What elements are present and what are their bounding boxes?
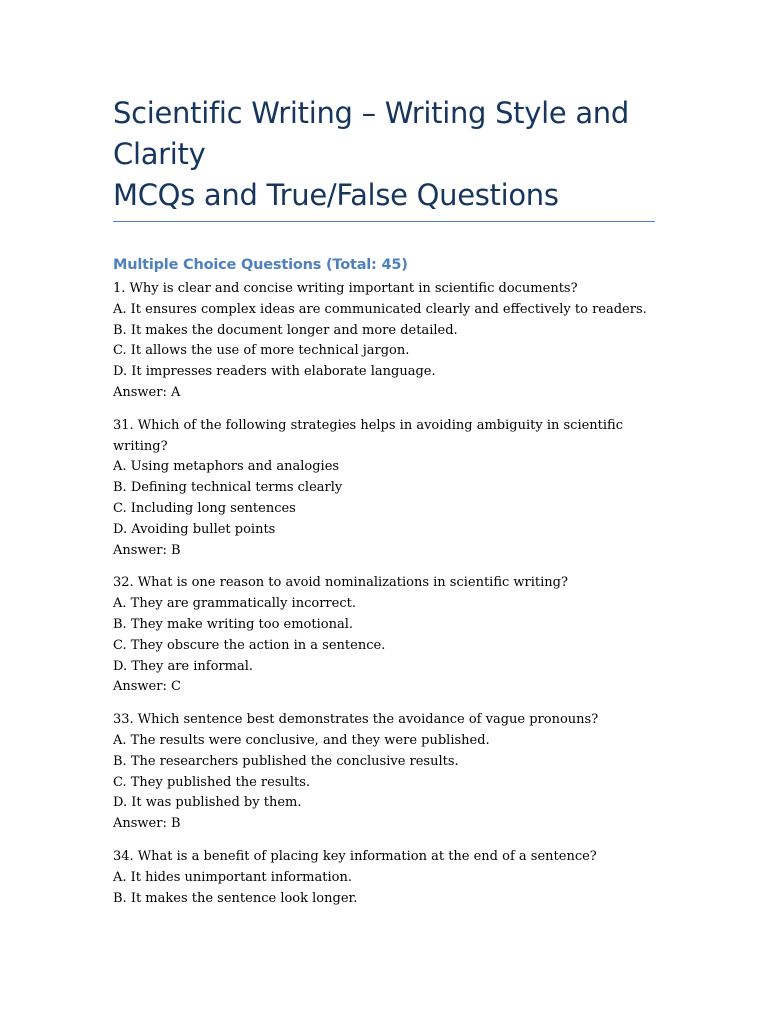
answer-option: A. It ensures complex ideas are communicated clearly and effectively to readers. <box>113 301 647 317</box>
correct-answer: Answer: B <box>113 816 181 832</box>
answer-option: B. They make writing too emotional. <box>113 616 353 632</box>
document-title <box>113 93 658 216</box>
answer-option: C. They obscure the action in a sentence. <box>113 637 386 653</box>
question-block <box>113 847 643 909</box>
question-text: 1. Why is clear and concise writing important in scientific documents? <box>113 281 578 296</box>
answer-option: B. It makes the document longer and more detailed. <box>113 322 458 338</box>
question-text: 31. Which of the following strategies helps in avoiding ambiguity in scientific writing? <box>113 417 624 454</box>
question-text: 34. What is a benefit of placing key information at the end of a sentence? <box>113 848 597 864</box>
answer-option: B. It makes the sentence look longer. <box>113 890 358 906</box>
answer-option: C. It allows the use of more technical jargon. <box>113 343 410 359</box>
correct-answer: Answer: C <box>113 679 181 695</box>
answer-option: A. It hides unimportant information. <box>113 869 352 885</box>
question-block <box>113 710 643 835</box>
question-text: 32. What is one reason to avoid nominalizations in scientific writing? <box>113 575 568 591</box>
answer-option: B. The researchers published the conclusive results. <box>113 753 459 769</box>
correct-answer: Answer: A <box>113 384 181 400</box>
answer-option: D. It was published by them. <box>113 795 302 811</box>
question-block <box>113 279 647 404</box>
answer-option: D. They are informal. <box>113 658 253 674</box>
question-block <box>113 573 643 698</box>
answer-option: C. They published the results. <box>113 774 311 790</box>
section-heading: Multiple Choice Questions (Total: 45) <box>113 257 408 273</box>
title-line: Clarity <box>113 137 206 171</box>
title-line: Scientific Writing – Writing Style and <box>113 96 629 130</box>
answer-option: C. Including long sentences <box>113 500 296 516</box>
question-text: 33. Which sentence best demonstrates the avoidance of vague pronouns? <box>113 712 599 728</box>
answer-option: D. Avoiding bullet points <box>113 521 276 537</box>
answer-option: A. They are grammatically incorrect. <box>113 596 356 612</box>
answer-option: D. It impresses readers with elaborate language. <box>113 364 436 380</box>
title-line: MCQs and True/False Questions <box>113 178 559 212</box>
answer-option: B. Defining technical terms clearly <box>113 480 343 496</box>
question-list <box>113 279 647 921</box>
title-divider <box>113 221 655 222</box>
answer-option: A. The results were conclusive, and they were published. <box>113 732 490 748</box>
answer-option: A. Using metaphors and analogies <box>113 459 340 475</box>
question-block <box>113 416 643 562</box>
correct-answer: Answer: B <box>113 542 181 558</box>
